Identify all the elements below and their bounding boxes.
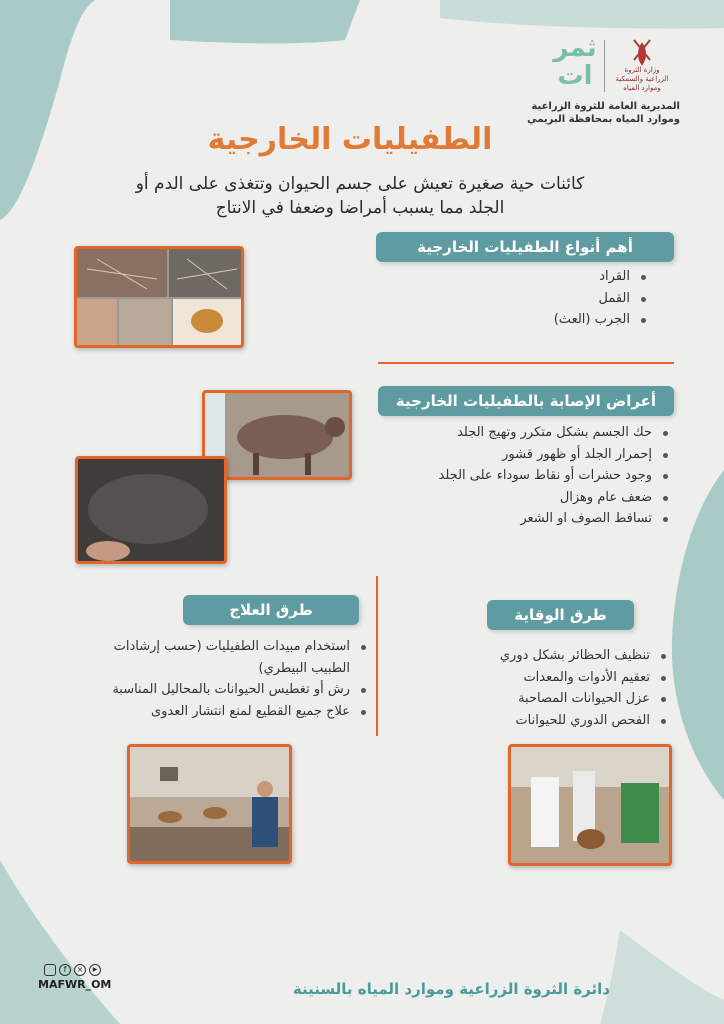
instagram-icon[interactable]	[44, 964, 56, 976]
ministry-seal-text: وزارة الثروة الزراعية والسمكية وموارد المياه	[615, 66, 669, 92]
types-list	[430, 266, 650, 331]
treatment-item-1-cont: الطبيب البيطري)	[258, 660, 350, 676]
prevention-list	[440, 645, 670, 731]
column-divider	[376, 576, 378, 736]
list-item: وجود حشرات أو نقاط سوداء على الجلد	[400, 465, 672, 487]
section-divider	[378, 362, 674, 364]
intro-line-2: الجلد مما يسبب أمراضا وضعفا في الانتاج	[215, 198, 505, 218]
list-item: تساقط الصوف او الشعر	[400, 508, 672, 530]
org-name-line2: وموارد المياه بمحافظة البريمي	[527, 114, 680, 125]
list-item: الجرب (العث)	[430, 309, 650, 331]
list-item: رش أو تغطيس الحيوانات بالمحاليل المناسبة	[40, 679, 370, 701]
list-item: القمل	[430, 288, 650, 310]
infested-hair-photo	[75, 456, 227, 564]
symptoms-heading: أعراض الإصابة بالطفيليات الخارجية	[378, 386, 674, 416]
list-item: إحمرار الجلد أو ظهور قشور	[400, 444, 672, 466]
social-handle[interactable]: MAFWR_OM	[38, 978, 112, 991]
list-item: الفحص الدوري للحيوانات	[440, 710, 670, 732]
treatment-item-1: استخدام مبيدات الطفيليات (حسب إرشادات	[113, 639, 350, 654]
intro-text	[100, 172, 620, 220]
hair-closeup-image	[78, 459, 224, 561]
treatment-heading: طرق العلاج	[183, 595, 359, 625]
spraying-image	[130, 747, 289, 861]
list-item: حك الجسم بشكل متكرر وتهيج الجلد	[400, 422, 672, 444]
org-name	[520, 100, 680, 126]
youtube-icon[interactable]: ▶	[89, 964, 101, 976]
list-item: ضعف عام وهزال	[400, 487, 672, 509]
treatment-list	[40, 636, 370, 722]
list-item: تنظيف الحظائر بشكل دوري	[440, 645, 670, 667]
thamarat-logo-text: ثمرات	[553, 33, 597, 91]
list-item: تعقيم الأدوات والمعدات	[440, 667, 670, 689]
parasites-collage-photo	[74, 246, 244, 348]
ministry-seal	[612, 36, 672, 92]
social-icons	[38, 964, 138, 976]
footer-department: دائرة الثروة الزراعية وموارد المياه بالسنينة	[292, 980, 610, 998]
symptoms-list	[400, 422, 672, 530]
page-title: الطفيليات الخارجية	[207, 122, 493, 157]
parasites-collage-image	[77, 249, 241, 345]
types-heading: أهم أنواع الطفيليات الخارجية	[376, 232, 674, 262]
logo-divider	[604, 40, 605, 92]
prevention-heading: طرق الوقاية	[487, 600, 634, 630]
list-item: علاج جميع القطيع لمنع انتشار العدوى	[40, 701, 370, 723]
spraying-photo	[127, 744, 292, 864]
vet-inspection-image	[511, 747, 669, 863]
list-item: عزل الحيوانات المصاحبة	[440, 688, 670, 710]
vet-inspection-photo	[508, 744, 672, 866]
social-links	[38, 964, 138, 991]
list-item	[40, 636, 370, 679]
list-item: القراد	[430, 266, 650, 288]
facebook-icon[interactable]: f	[59, 964, 71, 976]
org-name-line1: المديرية العامة للثروة الزراعية	[531, 101, 680, 112]
intro-line-1: كائنات حية صغيرة تعيش على جسم الحيوان وتتغذى على الدم أو	[135, 174, 585, 194]
thamarat-logo	[552, 34, 602, 94]
x-icon[interactable]: ×	[74, 964, 86, 976]
